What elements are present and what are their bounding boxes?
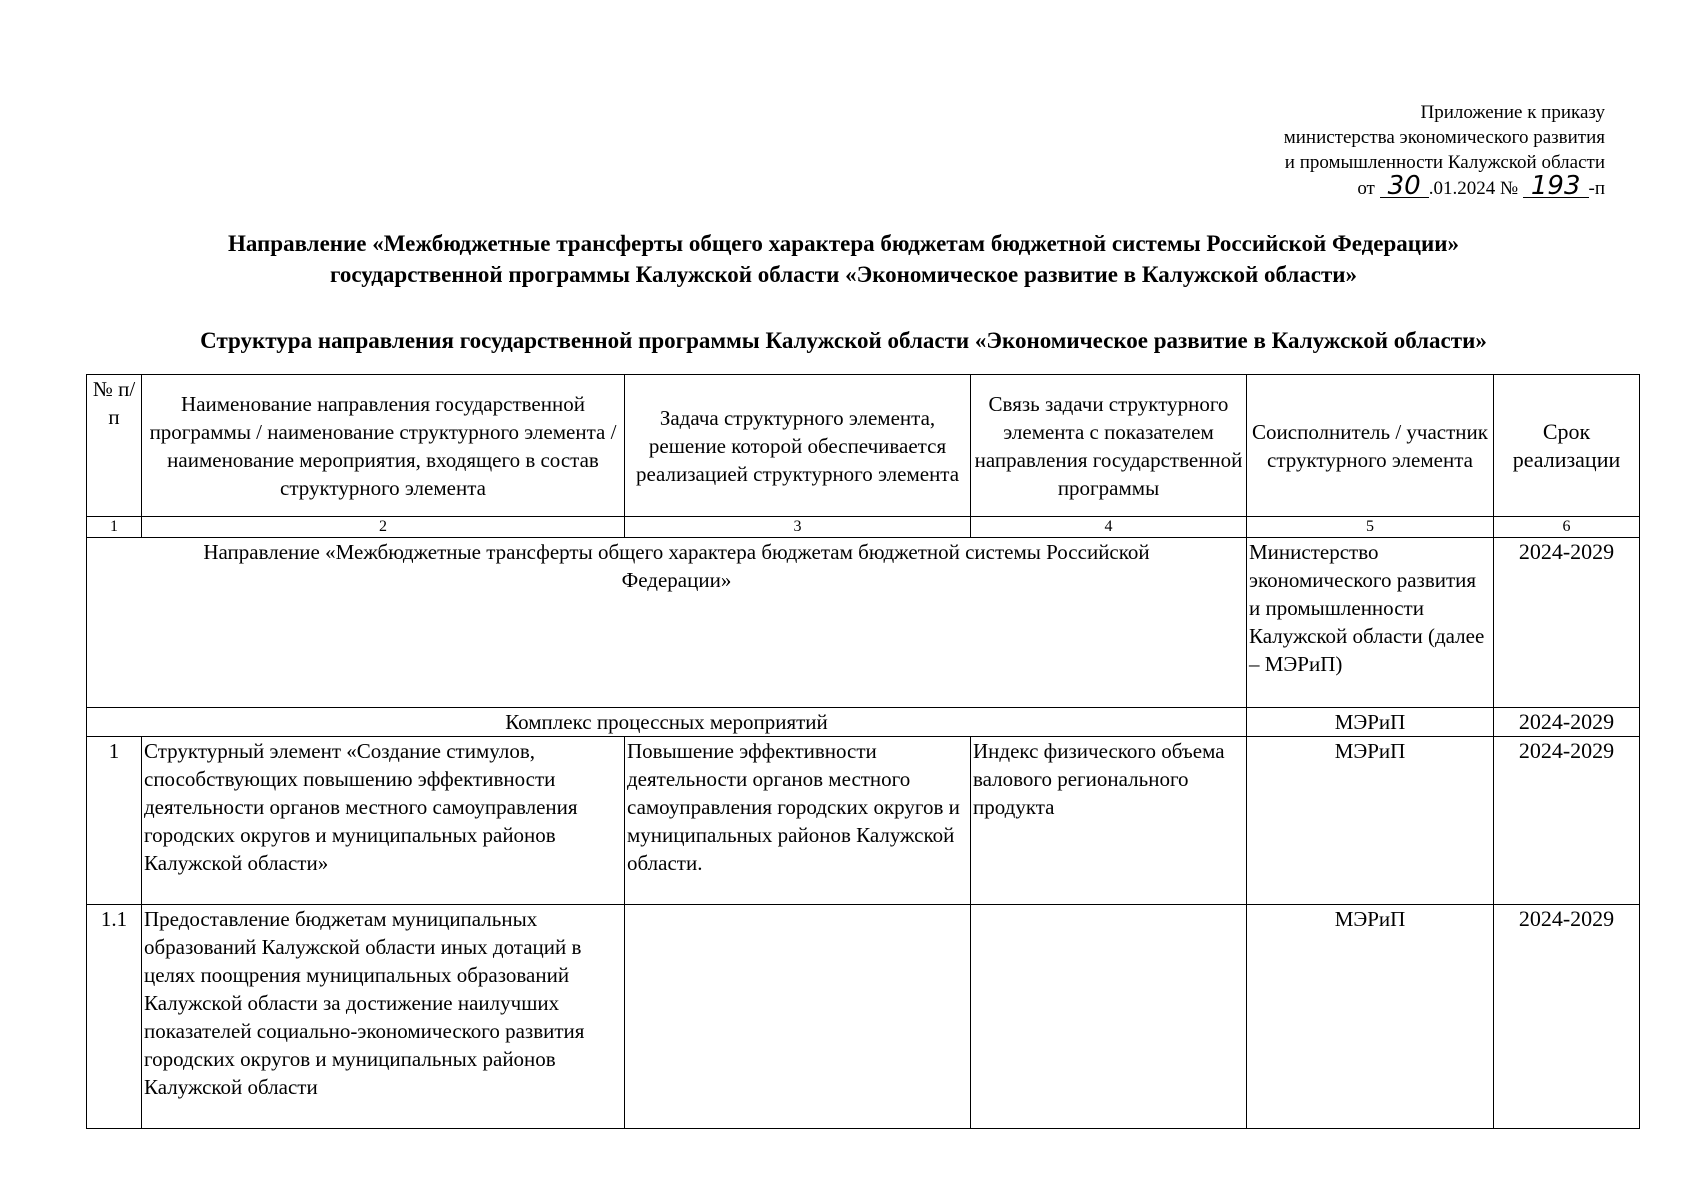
row-name: Структурный элемент «Создание стимулов, способствующих повышению эффективности деятельности органов местного самоуправления городских округов и муниципальных районов Калужской области» [142,737,625,905]
complex-row [87,708,1640,737]
direction-name: Направление «Межбюджетные трансферты общего характера бюджетам бюджетной системы Российской Федерации» [87,538,1247,708]
number-suffix: -п [1588,178,1605,199]
row-task [625,905,971,1129]
appendix-block [1284,100,1605,201]
header-link: Связь задачи структурного элемента с показателем направления государственной программы [971,375,1247,517]
appendix-line-3: и промышленности Калужской области [1284,152,1605,173]
structure-table [86,374,1640,1129]
table-row [87,905,1640,1129]
appendix-line-1: Приложение к приказу [1420,102,1605,123]
row-name: Предоставление бюджетам муниципальных образований Калужской области иных дотаций в целях поощрения муниципальных образований Калужской области за достижение наилучших показателей социально-экономического развития городских округов и муниципальных районов Калужской области [142,905,625,1129]
row-executor: МЭРиП [1247,905,1494,1129]
header-task: Задача структурного элемента, решение которой обеспечивается реализацией структурного элемента [625,375,971,517]
row-term: 2024-2029 [1494,737,1640,905]
col-index-1: 1 [87,517,142,538]
row-link: Индекс физического объема валового регионального продукта [971,737,1247,905]
date-rest: .01.2024 № [1428,178,1519,199]
row-term: 2024-2029 [1494,905,1640,1129]
col-index-6: 6 [1494,517,1640,538]
header-name: Наименование направления государственной программы / наименование структурного элемента / наименование мероприятия, входящего в состав структурного элемента [142,375,625,517]
complex-name: Комплекс процессных мероприятий [87,708,1247,737]
date-prefix: от [1357,178,1375,199]
row-executor: МЭРиП [1247,737,1494,905]
col-index-4: 4 [971,517,1247,538]
header-row [87,375,1640,517]
col-index-5: 5 [1247,517,1494,538]
title-line-2: государственной программы Калужской области «Экономическое развитие в Калужской области» [329,262,1358,287]
complex-term: 2024-2029 [1494,708,1640,737]
document-title [60,228,1627,290]
row-link [971,905,1247,1129]
appendix-date-line [1284,171,1605,201]
title-line-1: Направление «Межбюджетные трансферты общего характера бюджетам бюджетной системы Российской Федерации» [227,231,1460,256]
header-num: № п/п [87,375,142,517]
col-index-2: 2 [142,517,625,538]
complex-executor: МЭРиП [1247,708,1494,737]
row-num: 1.1 [87,905,142,1129]
direction-term: 2024-2029 [1494,538,1640,708]
row-num: 1 [87,737,142,905]
handwritten-day: 30 [1380,175,1429,198]
table-caption: Структура направления государственной программы Калужской области «Экономическое развитие в Калужской области» [200,328,1487,353]
header-term: Срок реализации [1494,375,1640,517]
column-index-row [87,517,1640,538]
handwritten-number: 193 [1523,175,1589,198]
appendix-line-2: министерства экономического развития [1283,127,1605,148]
row-task: Повышение эффективности деятельности органов местного самоуправления городских округов и муниципальных районов Калужской области. [625,737,971,905]
col-index-3: 3 [625,517,971,538]
direction-executor: Министерство экономического развития и промышленности Калужской области (далее – МЭРиП) [1247,538,1494,708]
table-row [87,737,1640,905]
header-executor: Соисполнитель / участник структурного элемента [1247,375,1494,517]
direction-row [87,538,1640,708]
